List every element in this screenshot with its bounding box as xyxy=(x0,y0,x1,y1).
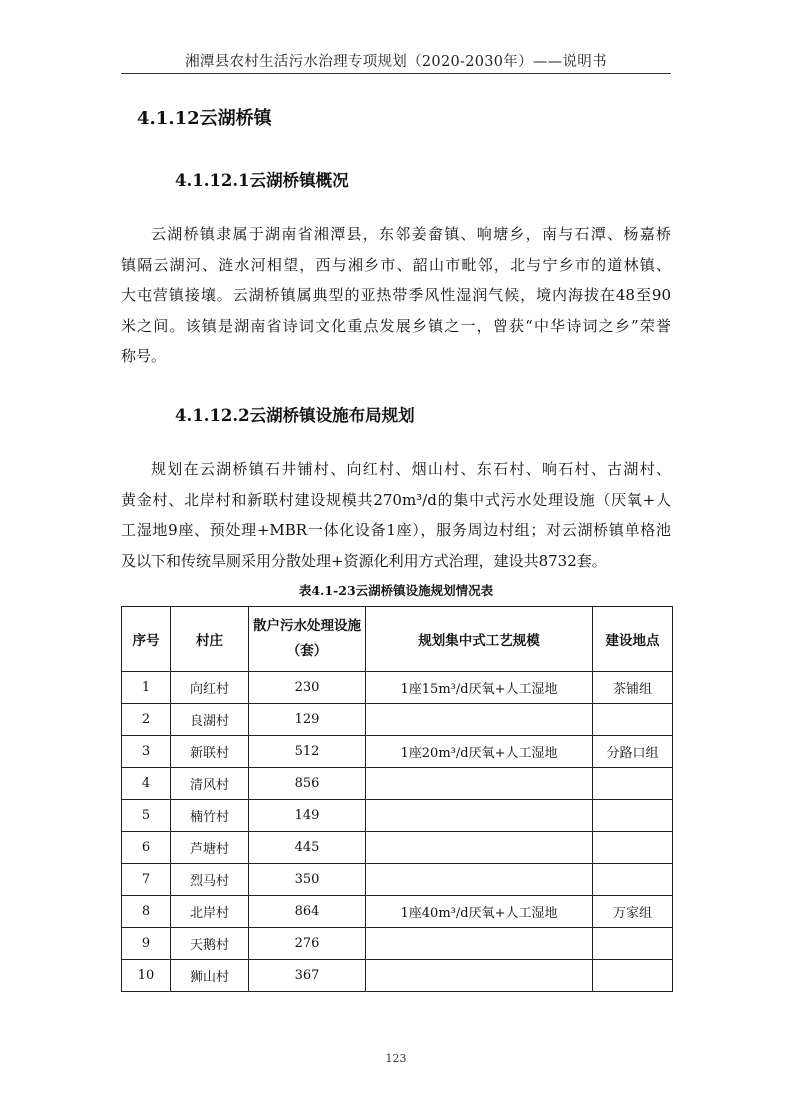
cell-village: 烈马村 xyxy=(171,864,249,896)
cell-village: 狮山村 xyxy=(171,960,249,992)
cell-village: 楠竹村 xyxy=(171,800,249,832)
cell-seq: 9 xyxy=(122,928,171,960)
layout-paragraph xyxy=(121,454,671,576)
cell-centralized-scale xyxy=(366,832,593,864)
section-heading: 4.1.12云湖桥镇 xyxy=(137,108,272,129)
paragraph-line: 规划在云湖桥镇石井铺村、向红村、烟山村、东石村、响石村、古湖村、 xyxy=(151,460,671,478)
cell-location xyxy=(593,832,673,864)
cell-seq: 1 xyxy=(122,672,171,704)
cell-centralized-scale xyxy=(366,768,593,800)
paragraph-line: 大屯营镇接壤。云湖桥镇属典型的亚热带季风性湿润气候，境内海拔在48至90 xyxy=(121,286,671,304)
cell-centralized-scale xyxy=(366,960,593,992)
table-row xyxy=(122,864,673,896)
paragraph-line: 工湿地9座、预处理+MBR一体化设备1座），服务周边村组；对云湖桥镇单格池 xyxy=(121,521,671,539)
table-row xyxy=(122,896,673,928)
cell-scattered-count: 350 xyxy=(249,864,366,896)
cell-village: 良湖村 xyxy=(171,704,249,736)
cell-location xyxy=(593,800,673,832)
header-divider xyxy=(121,73,671,74)
cell-scattered-count: 367 xyxy=(249,960,366,992)
cell-location xyxy=(593,768,673,800)
cell-centralized-scale xyxy=(366,864,593,896)
cell-seq: 8 xyxy=(122,896,171,928)
column-header-village: 村庄 xyxy=(171,607,249,672)
table-header-row xyxy=(122,607,673,672)
column-header-scattered-line1: 散户污水处理设施 xyxy=(253,618,361,634)
cell-centralized-scale xyxy=(366,800,593,832)
paragraph-line: 称号。 xyxy=(121,347,167,365)
overview-paragraph xyxy=(121,219,671,372)
paragraph-line: 镇隔云湖河、涟水河相望，西与湘乡市、韶山市毗邻，北与宁乡市的道林镇、 xyxy=(121,255,671,274)
cell-location: 万家组 xyxy=(593,896,673,928)
layout-heading: 4.1.12.2云湖桥镇设施布局规划 xyxy=(175,406,415,425)
cell-village: 新联村 xyxy=(171,736,249,768)
table-row xyxy=(122,768,673,800)
cell-centralized-scale xyxy=(366,704,593,736)
cell-scattered-count: 276 xyxy=(249,928,366,960)
paragraph-line: 米之间。该镇是湖南省诗词文化重点发展乡镇之一，曾获“中华诗词之乡”荣誉 xyxy=(121,316,671,335)
cell-village: 芦塘村 xyxy=(171,832,249,864)
cell-seq: 6 xyxy=(122,832,171,864)
cell-village: 向红村 xyxy=(171,672,249,704)
facility-plan-table xyxy=(121,606,673,992)
cell-village: 清风村 xyxy=(171,768,249,800)
cell-centralized-scale xyxy=(366,928,593,960)
paragraph-line: 及以下和传统旱厕采用分散处理+资源化利用方式治理，建设共8732套。 xyxy=(121,551,607,570)
table-row xyxy=(122,832,673,864)
table-row xyxy=(122,800,673,832)
cell-seq: 3 xyxy=(122,736,171,768)
cell-seq: 4 xyxy=(122,768,171,800)
cell-scattered-count: 856 xyxy=(249,768,366,800)
paragraph-line: 黄金村、北岸村和新联村建设规模共270m³/d的集中式污水处理设施（厌氧+人 xyxy=(121,490,671,509)
cell-location: 茶铺组 xyxy=(593,672,673,704)
cell-location: 分路口组 xyxy=(593,736,673,768)
cell-location xyxy=(593,864,673,896)
cell-scattered-count: 864 xyxy=(249,896,366,928)
overview-heading: 4.1.12.1云湖桥镇概况 xyxy=(175,171,349,190)
running-header: 湘潭县农村生活污水治理专项规划（2020-2030年）——说明书 xyxy=(185,54,607,70)
cell-scattered-count: 129 xyxy=(249,704,366,736)
cell-centralized-scale: 1座40m³/d厌氧+人工湿地 xyxy=(366,896,593,928)
cell-location xyxy=(593,960,673,992)
table-row xyxy=(122,960,673,992)
cell-seq: 2 xyxy=(122,704,171,736)
cell-seq: 7 xyxy=(122,864,171,896)
table-row xyxy=(122,704,673,736)
page-number: 123 xyxy=(385,1052,407,1065)
cell-scattered-count: 149 xyxy=(249,800,366,832)
column-header-scattered-line2: （套） xyxy=(286,643,328,659)
cell-scattered-count: 230 xyxy=(249,672,366,704)
column-header-location: 建设地点 xyxy=(593,607,673,672)
column-header-centralized: 规划集中式工艺规模 xyxy=(366,607,593,672)
table-row xyxy=(122,672,673,704)
column-header-seq: 序号 xyxy=(122,607,171,672)
cell-seq: 10 xyxy=(122,960,171,992)
cell-location xyxy=(593,704,673,736)
cell-scattered-count: 445 xyxy=(249,832,366,864)
table-body xyxy=(122,672,673,992)
cell-centralized-scale: 1座15m³/d厌氧+人工湿地 xyxy=(366,672,593,704)
table-row xyxy=(122,736,673,768)
cell-village: 北岸村 xyxy=(171,896,249,928)
cell-village: 天鹅村 xyxy=(171,928,249,960)
cell-centralized-scale: 1座20m³/d厌氧+人工湿地 xyxy=(366,736,593,768)
table-row xyxy=(122,928,673,960)
cell-seq: 5 xyxy=(122,800,171,832)
paragraph-line: 云湖桥镇隶属于湖南省湘潭县，东邻姜畲镇、响塘乡，南与石潭、杨嘉桥 xyxy=(151,225,671,243)
table-caption: 表4.1-23云湖桥镇设施规划情况表 xyxy=(298,583,494,598)
cell-scattered-count: 512 xyxy=(249,736,366,768)
cell-location xyxy=(593,928,673,960)
column-header-scattered xyxy=(249,607,366,672)
